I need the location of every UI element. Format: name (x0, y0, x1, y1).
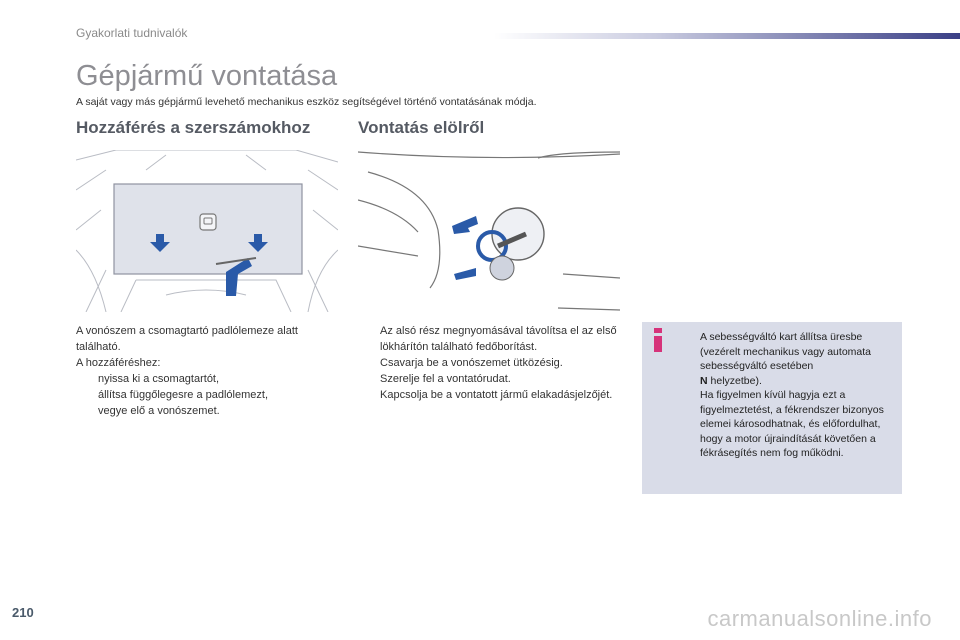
heading-front-towing: Vontatás elölről (358, 118, 485, 137)
list-item: Az alsó rész megnyomásával távolítsa el az első lökhárítón található fedőborítást. (380, 325, 617, 353)
watermark: carmanualsonline.info (707, 606, 932, 631)
gear-neutral-label: N (700, 374, 708, 387)
towing-eye-location-text: A vonószem a csomagtartó padlólemeze alatt található. (76, 325, 298, 353)
front-towing-text (358, 323, 620, 403)
info-text (676, 330, 896, 461)
front-bumper-illustration (358, 150, 620, 312)
list-item: Csavarja be a vonószemet ütközésig. (380, 357, 563, 369)
trunk-floor-drawing (76, 150, 338, 312)
heading-tool-access: Hozzáférés a szerszámokhoz (76, 118, 311, 137)
list-item: nyissa ki a csomagtartót, (98, 373, 220, 385)
page-number: 210 (12, 605, 34, 620)
list-item: állítsa függőlegesre a padlólemezt, (98, 389, 268, 401)
header-gradient-bar (494, 33, 960, 39)
info-position-text: helyzetbe). (710, 374, 762, 387)
page-title: Gépjármű vontatása (76, 60, 338, 92)
trunk-floor-illustration (76, 150, 338, 312)
info-gearbox-text: A sebességváltó kart állítsa üresbe (vezérelt mechanikus vagy automata sebességváltó esetében (700, 331, 871, 372)
page-subtitle: A saját vagy más gépjármű levehető mechanikus eszköz segítségével történő vontatásának módja. (76, 96, 537, 108)
section-header: Gyakorlati tudnivalók (76, 26, 188, 40)
tool-access-text (76, 323, 338, 419)
access-label: A hozzáféréshez: (76, 357, 161, 369)
list-item: Kapcsolja be a vontatott jármű elakadásjelzőjét. (380, 389, 613, 401)
list-item: Szerelje fel a vontatórudat. (380, 373, 511, 385)
info-warning-text: Ha figyelmen kívül hagyja ezt a figyelmeztetést, a fékrendszer bizonyos elemei károsodhatnak, és előfordulhat, hogy a motor újraindítását követően a fékrásegítés nem fog működni. (700, 389, 884, 459)
info-box (642, 322, 902, 494)
info-icon (650, 328, 666, 352)
list-item: vegye elő a vonószemet. (98, 405, 220, 417)
towing-eye-drawing (358, 150, 620, 312)
